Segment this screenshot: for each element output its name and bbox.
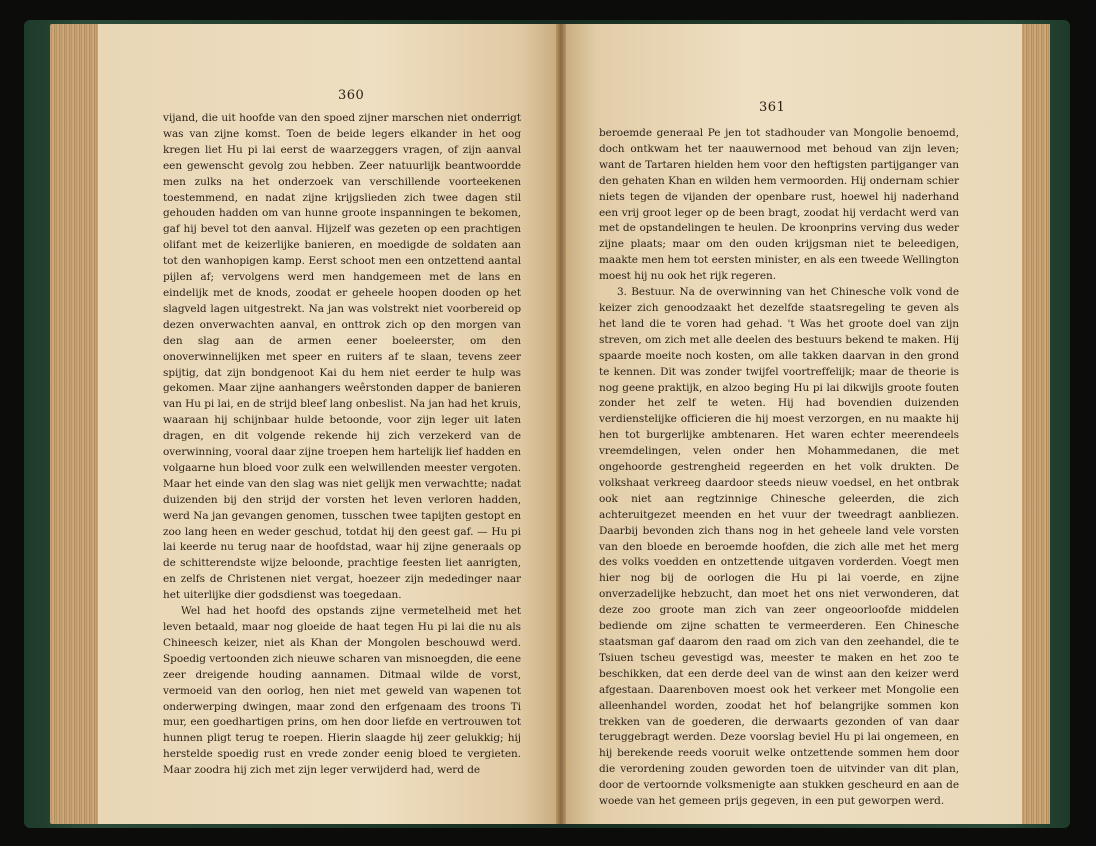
left-page-text — [163, 111, 521, 779]
page-edges-left — [50, 24, 98, 824]
left-page — [98, 24, 556, 824]
left-paragraph-1: vijand, die uit hoofde van den spoed zijner marschen niet onderrigt was van zijne komst. Toen de beide legers elkander in het oog kregen liet Hu pi lai eerst de waarzeggers vragen, of zijn aanval een gewenscht gevolg zou hebben. Zeer natuurlijk beantwoordde men zulks na het onderzoek van verschillende voorteekenen toestemmend, en nadat zijne krijgslieden zich twee dagen stil gehouden hadden om van hunne groote inspanningen te bekomen, gaf hij bevel tot den aanval. Hijzelf was gezeten op een prachtigen olifant met de keizerlijke banieren, en moedigde de soldaten aan tot den wanhopigen kamp. Eerst schoot men een ontzettend aantal pijlen af; vervolgens werd men handgemeen met de lans en eindelijk met de knods, zoodat er geheele hoopen dooden op het slagveld lagen uitgestrekt. Na jan was volstrekt niet voorbereid op dezen onverwachten aanval, en onttrok zich op den morgen van den slag aan de armen eener boeleerster, om den onoverwinnelijken met speer en ruiters af te slaan, tevens zeer spijtig, dat zijn bondgenoot Kai du hem niet eerder te hulp was gekomen. Maar zijne aanhangers weêrstonden dapper de banieren van Hu pi lai, en de strijd bleef lang onbeslist. Na jan had het kruis, waaraan hij schijnbaar hulde betoonde, voor zijn leger uit laten dragen, en dit volgende rekende hij zich verzekerd van de overwinning, vooral daar zijne troepen hem hartelijk lief hadden en volgaarne hun bloed voor zulk een welwillenden meester vergoten. Maar het einde van den slag was niet gelijk men verwachtte; nadat duizenden bij den strijd der vorsten het leven verloren hadden, werd Na jan gevangen genomen, tusschen twee tapijten gestopt en zoo lang heen en weder geschud, totdat hij den geest gaf. — Hu pi lai keerde nu terug naar de hoofdstad, waar hij zijne generaals op de schitterendste wijze beloonde, prachtige feesten liet aanrigten, en zelfs de Christenen niet vergat, hoezeer zijn mededinger naar het uiterlijke dier godsdienst was toegedaan. — [163, 112, 521, 602]
right-page-text — [599, 126, 959, 810]
book-gutter — [556, 24, 566, 824]
page-edges-right — [1022, 24, 1050, 824]
right-page — [566, 24, 1022, 824]
page-number-left: 360 — [338, 88, 365, 103]
right-paragraph-1: beroemde generaal Pe jen tot stadhouder van Mongolie benoemd, doch ontkwam het ter naauwernood met behoud van zijn leven; want de Tartaren hielden hem voor den heftigsten partijganger van den gehaten Khan en wilden hem vermoorden. Hij ondernam schier niets tegen de vijanden der openbare rust, hoewel hij naderhand een vrij groot leger op de been bragt, zoodat hij verdacht werd van met de opstandelingen te heulen. De kroonprins verving dus weder zijne plaats; maar om den ouden krijgsman niet te beleedigen, maakte men hem tot eersten minister, en als een tweede Wellington moest hij nu ook het rijk regeren. — [599, 127, 959, 283]
left-paragraph-2: Wel had het hoofd des opstands zijne vermetelheid met het leven betaald, maar nog gloeide de haat tegen Hu pi lai die nu als Chineesch keizer, niet als Khan der Mongolen beschouwd werd. Spoedig vertoonden zich nieuwe scharen van misnoegden, die eene zeer dreigende houding aannamen. Ditmaal wilde de vorst, vermoeid van den oorlog, hen niet met geweld van wapenen tot onderwerping dwingen, maar zond den erfgenaam des troons Ti mur, een goedhartigen prins, om hen door liefde en vertrouwen tot hunnen pligt terug te roepen. Hierin slaagde hij zeer gelukkig; hij herstelde spoedig rust en vrede zonder eenig bloed te vergieten. Maar zoodra hij zich met zijn leger verwijderd had, werd de — [163, 605, 521, 777]
page-number-right: 361 — [759, 100, 786, 115]
right-paragraph-2: 3. Bestuur. Na de overwinning van het Chinesche volk vond de keizer zich genoodzaakt het dezelfde staatsregeling te geven als het land die te voren had gehad. 't Was het groote doel van zijn streven, om zich met alle deelen des bestuurs bekend te maken. Hij spaarde moeite noch kosten, om alle takken daarvan in den grond te kennen. Dit was zonder twijfel voortreffelijk; maar de theorie is nog geene praktijk, en alzoo beging Hu pi lai dikwijls groote fouten zonder het zelf te weten. Hij had bovendien duizenden verdienstelijke officieren die hij moest verzorgen, en nu maakte hij hen tot burgerlijke ambtenaren. Het waren echter meerendeels vreemdelingen, velen onder hen Mohammedanen, die met ongehoorde gestrengheid regeerden en het volk drukten. De volkshaat verkreeg daardoor steeds nieuw voedsel, en het ontbrak ook niet aan regtzinnige Chinesche geleerden, die zich achteruitgezet meenden en het vuur der tweedragt aanbliezen. Daarbij bevonden zich thans nog in het geheele land vele vorsten van den bloede en beroemde hoofden, die zich alle met het merg des volks voedden en ontzettende uitgaven vorderden. Voegt men hier nog bij de oorlogen die Hu pi lai voerde, en zijne onverzadelijke hebzucht, dan moet het ons niet verwonderen, dat deze zoo groote man zich van zeer ongeoorloofde middelen bediende om zijne schatten te vermeerderen. Een Chinesche staatsman gaf daarom den raad om zich van den zeehandel, die te Tsiuen tscheu gevestigd was, meester te maken en het zoo te beschikken, dat een derde deel van de winst aan den keizer werd afgestaan. Daarenboven moest ook het verkeer met Mongolie een alleenhandel worden, zoodat het hof belangrijke sommen kon trekken van de goederen, die derwaarts gezonden of van daar teruggebragt werden. Deze voorslag beviel Hu pi lai ongemeen, en hij berekende reeds vooruit welke ontzettende sommen hem door die verordening zouden geworden toen de uitvinder van dit plan, door de vertoornde volksmenigte aan stukken gescheurd en aan de woede van het gemeen prijs gegeven, in een put geworpen werd. — [599, 286, 959, 808]
